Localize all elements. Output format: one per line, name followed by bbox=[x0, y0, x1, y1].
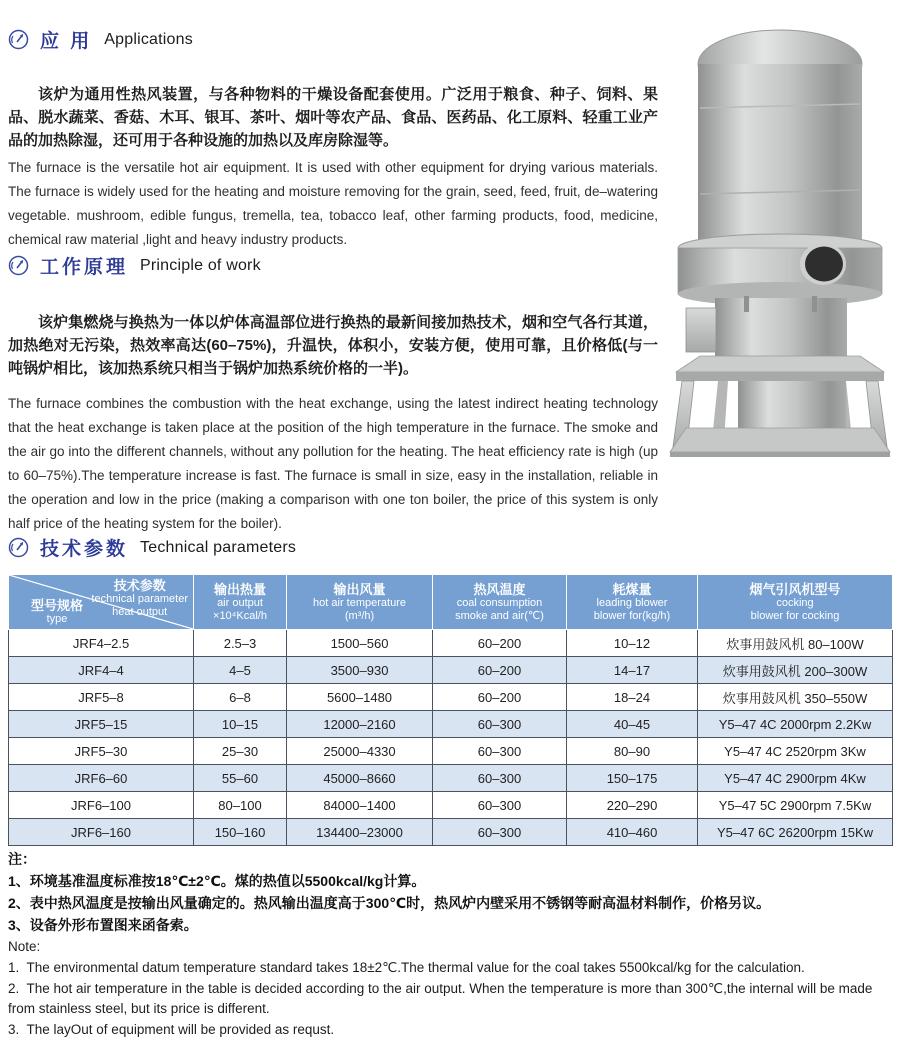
col-header-temperature bbox=[433, 575, 567, 630]
table-cell: 5600–1480 bbox=[287, 684, 433, 711]
table-cell: Y5–47 4C 2900rpm 4Kw bbox=[698, 765, 893, 792]
table-cell: Y5–47 6C 26200rpm 15Kw bbox=[698, 819, 893, 846]
col-header-en: hot air temperature bbox=[313, 596, 406, 609]
table-cell: 80–100 bbox=[194, 792, 287, 819]
technical-header bbox=[8, 534, 296, 561]
table-cell: JRF4–2.5 bbox=[9, 630, 194, 657]
col-header-cn: 耗煤量 bbox=[612, 581, 652, 597]
col-header-cn: 输出热量 bbox=[213, 581, 266, 597]
table-row bbox=[9, 684, 893, 711]
table-row bbox=[9, 792, 893, 819]
table-cell: 45000–8660 bbox=[287, 765, 433, 792]
table-cell: 14–17 bbox=[567, 657, 698, 684]
table-cell: JRF6–160 bbox=[9, 819, 194, 846]
applications-header bbox=[8, 26, 658, 53]
table-cell: JRF5–15 bbox=[9, 711, 194, 738]
table-corner-cell bbox=[9, 575, 194, 630]
notes-cn-item: 1、环境基准温度标准按18℃±2℃。煤的热值以5500kcal/kg计算。 bbox=[8, 873, 426, 889]
col-header-unit: smoke and air(℃) bbox=[455, 609, 544, 622]
col-header-cn: 烟气引风机型号 bbox=[749, 581, 841, 597]
table-cell: 60–300 bbox=[433, 792, 567, 819]
col-header-en: leading blower bbox=[596, 596, 668, 609]
table-cell: JRF4–4 bbox=[9, 657, 194, 684]
table-cell: 2.5–3 bbox=[194, 630, 287, 657]
section-applications bbox=[8, 26, 658, 252]
notes-en-item: 2. The hot air temperature in the table is decided according to the air output. When the temperature is more than 300℃,the internal will be made from stainless steel, but its price is different. bbox=[8, 981, 877, 1016]
col-header-unit: blower for cocking bbox=[750, 609, 840, 622]
corner-top-en2: heat output bbox=[112, 606, 168, 618]
table-cell: Y5–47 4C 2000rpm 2.2Kw bbox=[698, 711, 893, 738]
furnace-product-photo bbox=[660, 12, 895, 457]
table-cell: JRF6–60 bbox=[9, 765, 194, 792]
applications-paragraph-en: The furnace is the versatile hot air equipment. It is used with other equipment for drying various materials. The furnace is widely used for the heating and moisture removing for the grain, seed, feed, fruit, de–watering vegetable. mushroom, edible fungus, tremella, tea, tobacco leaf, other farming products, food, medicine, chemical raw material ,light and heavy industry products. bbox=[8, 160, 658, 247]
table-row bbox=[9, 738, 893, 765]
col-header-cn: 热风温度 bbox=[473, 581, 526, 597]
table-cell: 炊事用鼓风机 350–550W bbox=[698, 684, 893, 711]
technical-parameters-table bbox=[8, 574, 893, 846]
corner-top-label bbox=[91, 578, 188, 619]
applications-title-en: Applications bbox=[104, 30, 193, 48]
table-cell: 1500–560 bbox=[287, 630, 433, 657]
notes-cn-label: 注： bbox=[8, 851, 36, 867]
table-cell: 3500–930 bbox=[287, 657, 433, 684]
principle-header bbox=[8, 252, 658, 279]
table-cell: Y5–47 4C 2520rpm 3Kw bbox=[698, 738, 893, 765]
col-header-blower bbox=[698, 575, 893, 630]
notes-cn-item: 2、表中热风温度是按输出风量确定的。热风输出温度高于300℃时，热风炉内壁采用不锈钢等耐高温材料制作，价格另议。 bbox=[8, 895, 771, 911]
table-cell: 60–200 bbox=[433, 630, 567, 657]
table-cell: 60–200 bbox=[433, 657, 567, 684]
table-cell: JRF6–100 bbox=[9, 792, 194, 819]
principle-paragraph-en: The furnace combines the combustion with the heat exchange, using the latest indirect heating technology that the heat exchange is taken place at the position of the high temperature in the furnace. The smoke and the air go into the different channels, without any pollution for the heating. The heat efficiency rate is high (up to 60–75%).The temperature increase is fast. The furnace is small in size, easy in the installation, reliable in the operation and low in the price (making a comparison with one ton boiler, the price of this system is only half price of the heating system for the boiler). bbox=[8, 396, 658, 531]
col-header-unit: (m³/h) bbox=[344, 609, 375, 622]
table-header-row bbox=[9, 575, 893, 630]
table-cell: 55–60 bbox=[194, 765, 287, 792]
section-principle bbox=[8, 252, 658, 536]
table-row bbox=[9, 711, 893, 738]
table-cell: 150–160 bbox=[194, 819, 287, 846]
table-cell: 60–300 bbox=[433, 711, 567, 738]
corner-top-cn: 技术参数 bbox=[113, 578, 166, 593]
col-header-hot-air bbox=[287, 575, 433, 630]
notes-english bbox=[8, 936, 892, 1040]
col-header-cn: 输出风量 bbox=[333, 581, 386, 597]
table-cell: 18–24 bbox=[567, 684, 698, 711]
notes-cn-item: 3、设备外形布置图来函备索。 bbox=[8, 917, 198, 933]
principle-paragraph-cn: 该炉集燃烧与换热为一体以炉体高温部位进行换热的最新间接加热技术，烟和空气各行其道，加热绝对无污染，热效率高达(60–75%)，升温快，体积小，安装方便，使用可靠，且价格低(与一吨锅炉相比，该加热系统只相当于锅炉加热系统价格的一半)。 bbox=[8, 314, 658, 377]
table-cell: 410–460 bbox=[567, 819, 698, 846]
corner-top-en1: technical parameter bbox=[91, 593, 188, 605]
table-cell: 炊事用鼓风机 200–300W bbox=[698, 657, 893, 684]
table-cell: 25–30 bbox=[194, 738, 287, 765]
table-cell: 150–175 bbox=[567, 765, 698, 792]
table-cell: 10–12 bbox=[567, 630, 698, 657]
notes-en-item: 1. The environmental datum temperature standard takes 18±2℃.The thermal value for the coal takes 5500kcal/kg for the calculation. bbox=[8, 960, 805, 975]
table-cell: 134400–23000 bbox=[287, 819, 433, 846]
col-header-air-output bbox=[194, 575, 287, 630]
technical-title-cn: 技术参数 bbox=[40, 539, 129, 560]
table-cell: 220–290 bbox=[567, 792, 698, 819]
table-cell: 炊事用鼓风机 80–100W bbox=[698, 630, 893, 657]
table-cell: 12000–2160 bbox=[287, 711, 433, 738]
table-row bbox=[9, 765, 893, 792]
technical-title-en: Technical parameters bbox=[140, 538, 297, 556]
furnace-illustration bbox=[660, 12, 895, 457]
notes-chinese bbox=[8, 848, 892, 936]
table-cell: 25000–4330 bbox=[287, 738, 433, 765]
corner-bottom-label bbox=[31, 598, 83, 626]
table-cell: 80–90 bbox=[567, 738, 698, 765]
applications-title-cn: 应 用 bbox=[40, 31, 93, 52]
notes-en-item: 3. The layOut of equipment will be provided as requst. bbox=[8, 1022, 335, 1037]
table-cell: 60–200 bbox=[433, 684, 567, 711]
principle-title-cn: 工作原理 bbox=[40, 257, 129, 278]
table-cell: 4–5 bbox=[194, 657, 287, 684]
table-cell: 10–15 bbox=[194, 711, 287, 738]
table-cell: 60–300 bbox=[433, 738, 567, 765]
table-cell: 40–45 bbox=[567, 711, 698, 738]
table-row bbox=[9, 819, 893, 846]
table-cell: JRF5–8 bbox=[9, 684, 194, 711]
table-cell: 84000–1400 bbox=[287, 792, 433, 819]
compass-arrow-icon bbox=[8, 537, 29, 558]
table-cell: Y5–47 5C 2900rpm 7.5Kw bbox=[698, 792, 893, 819]
col-header-coal bbox=[567, 575, 698, 630]
compass-arrow-icon bbox=[8, 29, 29, 50]
col-header-unit: blower for(kg/h) bbox=[593, 609, 671, 622]
notes-en-label: Note: bbox=[8, 939, 41, 954]
compass-arrow-icon bbox=[8, 255, 29, 276]
col-header-en: air output bbox=[217, 596, 263, 609]
corner-bottom-cn: 型号规格 bbox=[31, 598, 84, 613]
corner-bottom-en: type bbox=[46, 613, 68, 625]
table-cell: 6–8 bbox=[194, 684, 287, 711]
principle-title-en: Principle of work bbox=[140, 256, 261, 274]
table-cell: 60–300 bbox=[433, 819, 567, 846]
technical-parameters-table-wrap bbox=[8, 574, 893, 846]
col-header-unit: ×10⁴Kcal/h bbox=[213, 609, 267, 622]
table-cell: JRF5–30 bbox=[9, 738, 194, 765]
col-header-en: coal consumption bbox=[456, 596, 543, 609]
table-row bbox=[9, 657, 893, 684]
col-header-en: cocking bbox=[776, 596, 814, 609]
table-cell: 60–300 bbox=[433, 765, 567, 792]
table-row bbox=[9, 630, 893, 657]
applications-paragraph-cn: 该炉为通用性热风装置，与各种物料的干燥设备配套使用。广泛用于粮食、种子、饲料、果品、脱水蔬菜、香菇、木耳、银耳、茶叶、烟叶等农产品、食品、医药品、化工原料、轻重工业产品的加热除湿，还可用于各种设施的加热以及库房除湿等。 bbox=[8, 86, 658, 149]
